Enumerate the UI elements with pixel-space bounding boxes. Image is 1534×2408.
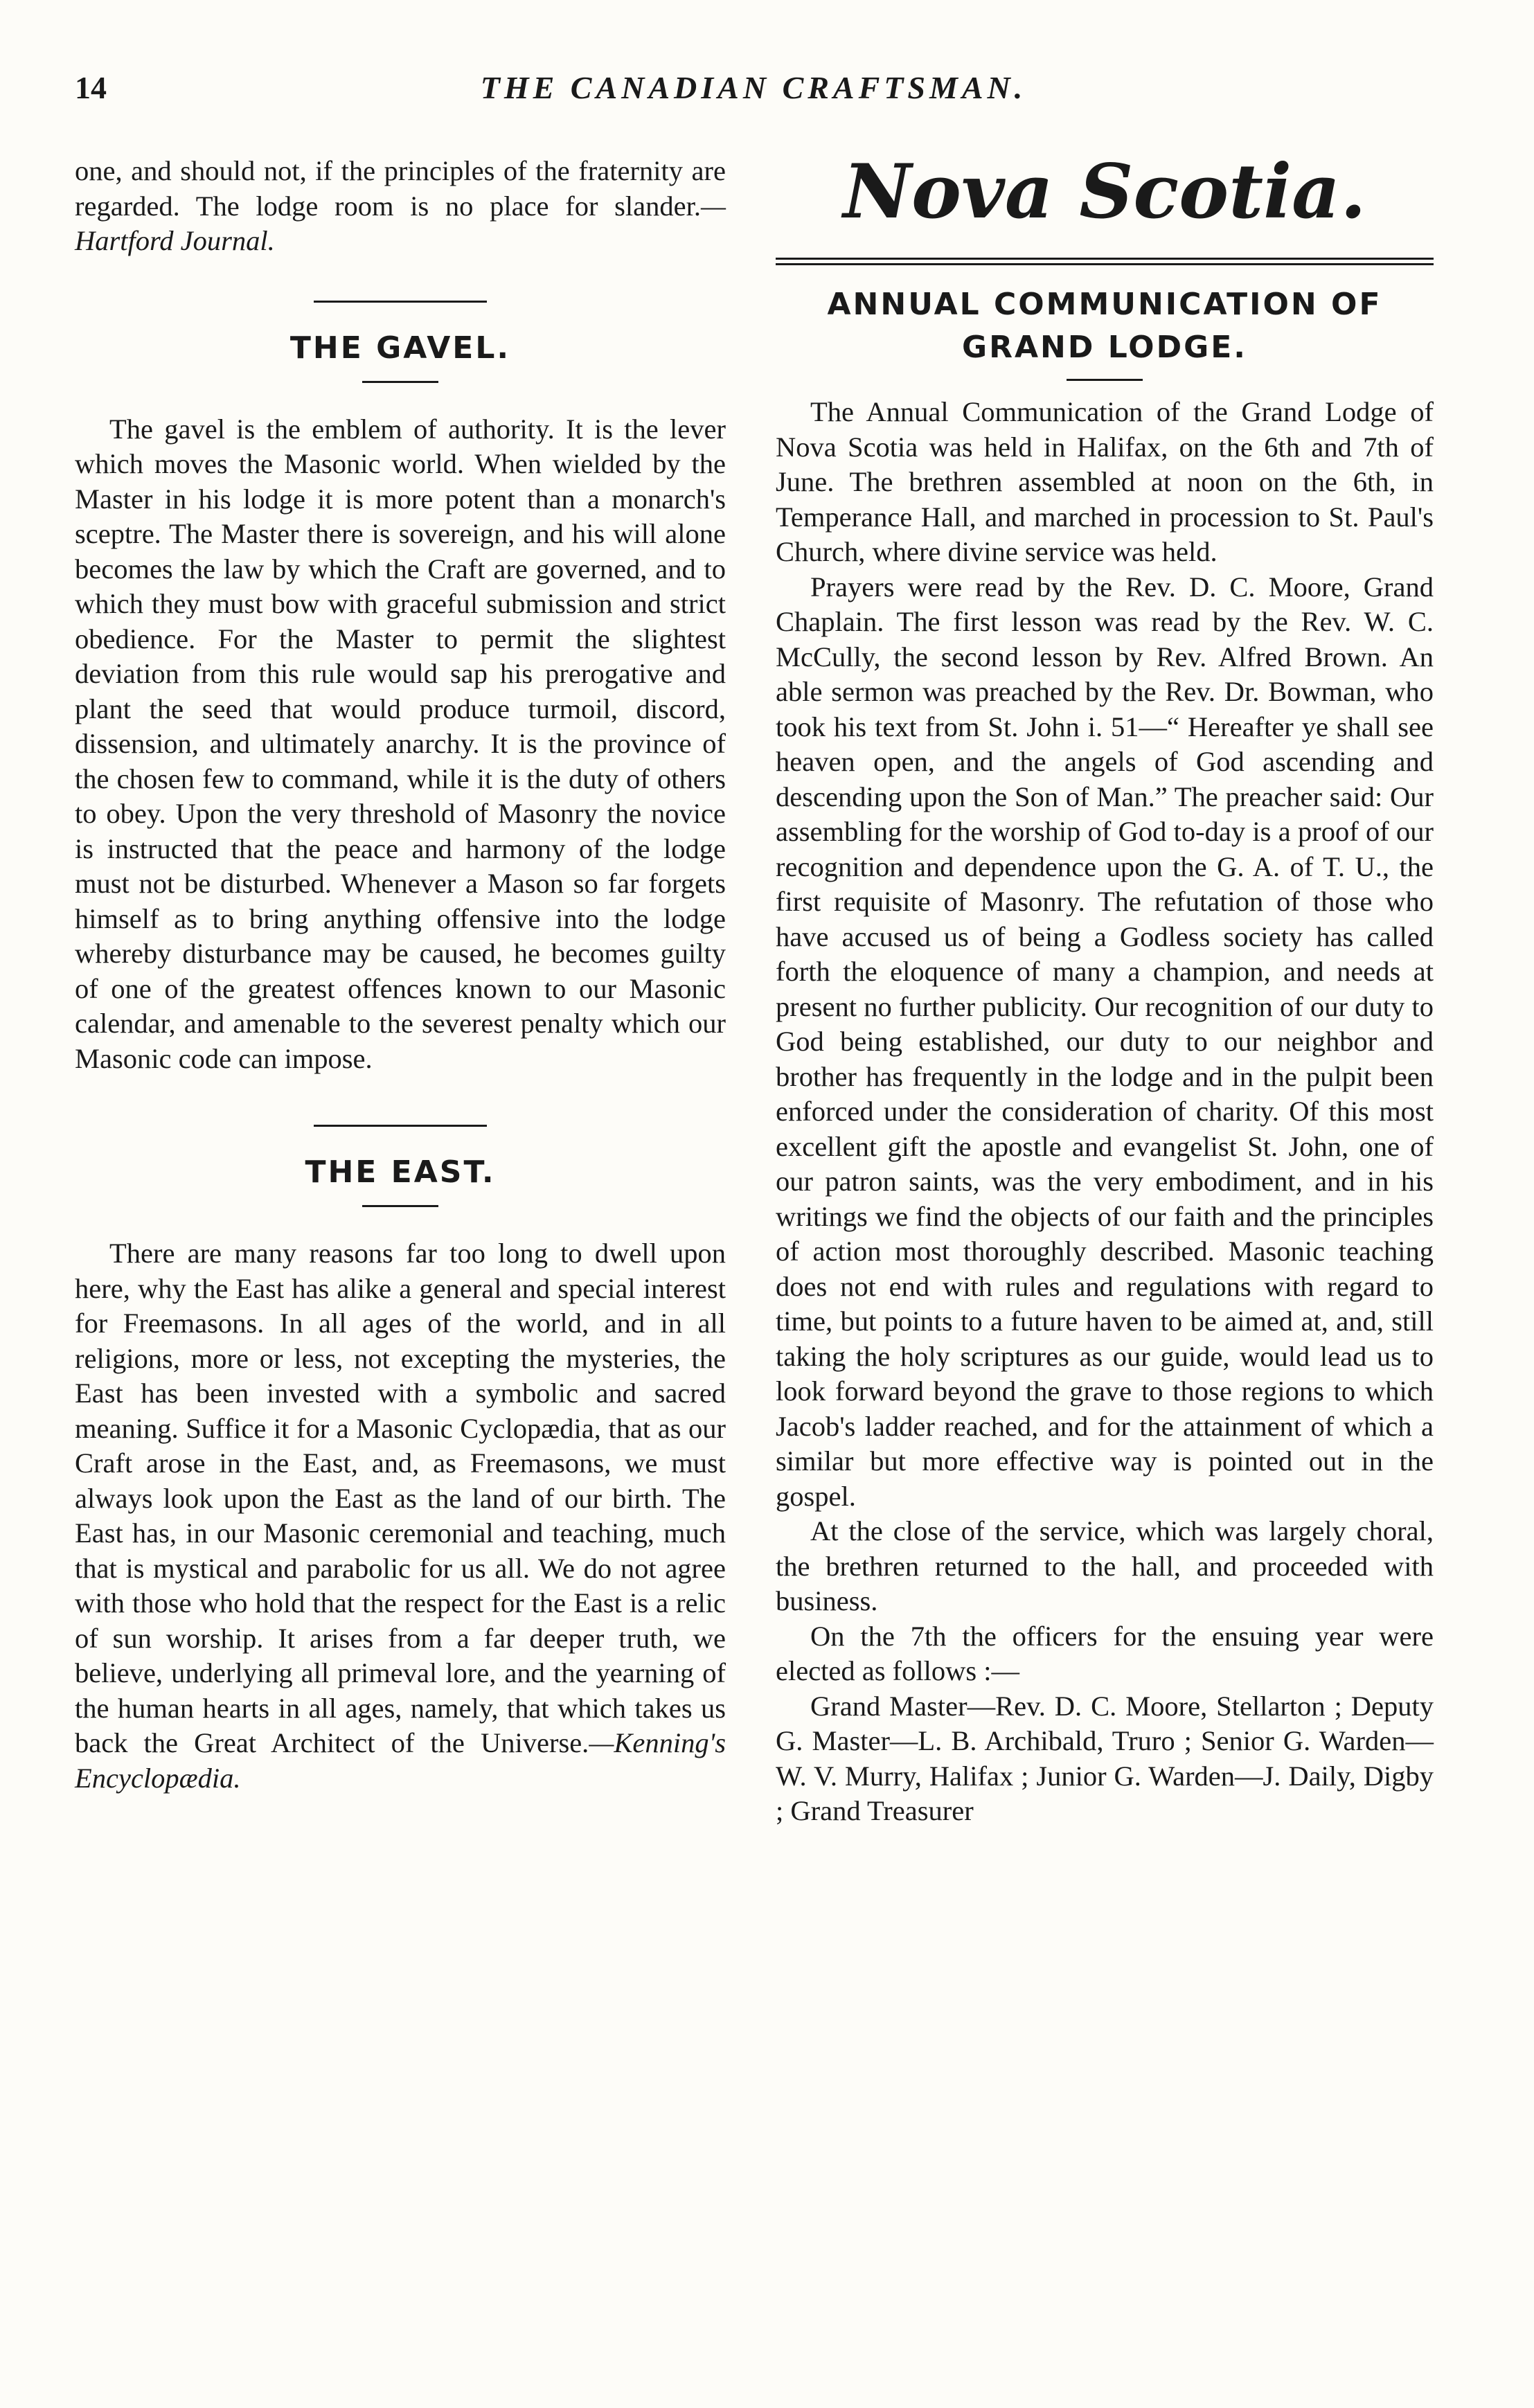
nova-scotia-title: Nova Scotia. [843,148,1366,235]
annual-paragraph-2: Prayers were read by the Rev. D. C. Moore, Grand Chaplain. The first lesson was read by the Rev. W. C. McCully, the second lesson by Rev. Alfred Brown. An able sermon was preached by the Rev. Dr. Bowman, who took his text from St. John i. 51—“ Hereafter ye shall see heaven open, and the angels of God ascending and descending upon the Son of Man.” The preacher said: Our assembling for the worship of God to-day is a proof of our recognition and dependence upon the G. A. of T. U., the first requisite of Masonry. The refutation of those who have accused us of being a Godless society has called forth the eloquence of many a champion, and needs at present no further publicity. Our recognition of our duty to God being established, our duty to our neighbor and brother has frequently in the lodge and in the pulpit been enforced under the consideration of charity. Of this most excellent gift the apostle and evangelist St. John, one of our patron saints, was the very embodiment, and in his writings we find the objects of our faith and the principles of action most thoroughly described. Masonic teaching does not end with rules and regulations with regard to time, but points to a future haven to be aimed at, and, still taking the holy scriptures as our guide, would lead us to look forward beyond the grave to those regions to which Jacob's ladder reached, and for the attainment of which a similar but more effective way is pointed out in the gospel. [776,571,1434,1512]
left-column [75,154,726,1796]
east-title: THE EAST. [305,1154,496,1190]
annual-paragraph-4: On the 7th the officers for the ensuing year were elected as follows :— [776,1620,1434,1686]
intro-source: —Hartford Journal. [75,190,726,256]
right-column [776,148,1434,1829]
double-rule [776,258,1434,265]
gavel-paragraph: The gavel is the emblem of authority. It is the lever which moves the Masonic world. When wielded by the Master in his lodge it is more potent than a monarch's sceptre. The Master there is sovereign, and his will alone becomes the law by which the Craft are governed, and to which they must bow with graceful submission and strict obedience. For the Master to permit the slightest deviation from this rule would sap his prerogative and plant the seed that would produce turmoil, discord, dissension, and ultimately anarchy. It is the province of the chosen few to command, while it is the duty of others to obey. Upon the very threshold of Masonry the novice is instructed that the peace and harmony of the lodge must not be disturbed. Whenever a Mason so far forgets himself as to bring anything offensive into the lodge whereby disturbance may be caused, he becomes guilty of one of the greatest offences known to our Masonic calendar, and amenable to the severest penalty which our Masonic code can impose. [75,413,726,1074]
annual-paragraph-3: At the close of the service, which was largely choral, the brethren returned to the hall, and proceeded with business. [776,1515,1434,1616]
east-text: There are many reasons far too long to dwell upon here, why the East has alike a general and special interest for Freemasons. In all ages of the world, and in all religions, more or less, not excepting the mysteries, the East has been invested with a symbolic and sacred meaning. Suffice it for a Masonic Cyclopædia, that as our Craft arose in the East, and, as Freemasons, we must always look upon the East as the land of our birth. The East has, in our Masonic ceremonial and teaching, much that is mystical and parabolic for us all. We do not agree with those who hold that the respect for the East is a relic of sun worship. It arises from a far deeper truth, we believe, underlying all primeval lore, and the yearning of the human hearts in all ages, namely, that which takes us back the Great Architect of the Universe. [75,1238,726,1758]
annual-paragraph-5: Grand Master—Rev. D. C. Moore, Stellarton ; Deputy G. Master—L. B. Archibald, Truro ; Senior G. Warden—W. V. Murry, Halifax ; Junior G. Warden—J. Daily, Digby ; Grand Treasurer [776,1690,1434,1826]
annual-title-line2: GRAND LODGE. [962,330,1247,365]
intro-paragraph [75,154,726,259]
page-number: 14 [75,70,107,105]
east-paragraph [75,1236,726,1796]
page-header [75,69,1432,125]
annual-paragraph-1: The Annual Communication of the Grand Lodge of Nova Scotia was held in Halifax, on the 6th and 7th of June. The brethren assembled at noon on the 6th, in Temperance Hall, and marched in procession to St. Paul's Church, where divine service was held. [776,396,1434,567]
east-source: —Kenning's Encyclopædia. [75,1727,726,1794]
gavel-title: THE GAVEL. [289,330,511,366]
intro-text: one, and should not, if the principles of the fraternity are regarded. The lodge room is no place for slander. [75,155,726,222]
running-head: THE CANADIAN CRAFTSMAN. [480,70,1027,105]
annual-title-line1: ANNUAL COMMUNICATION OF [827,287,1382,322]
